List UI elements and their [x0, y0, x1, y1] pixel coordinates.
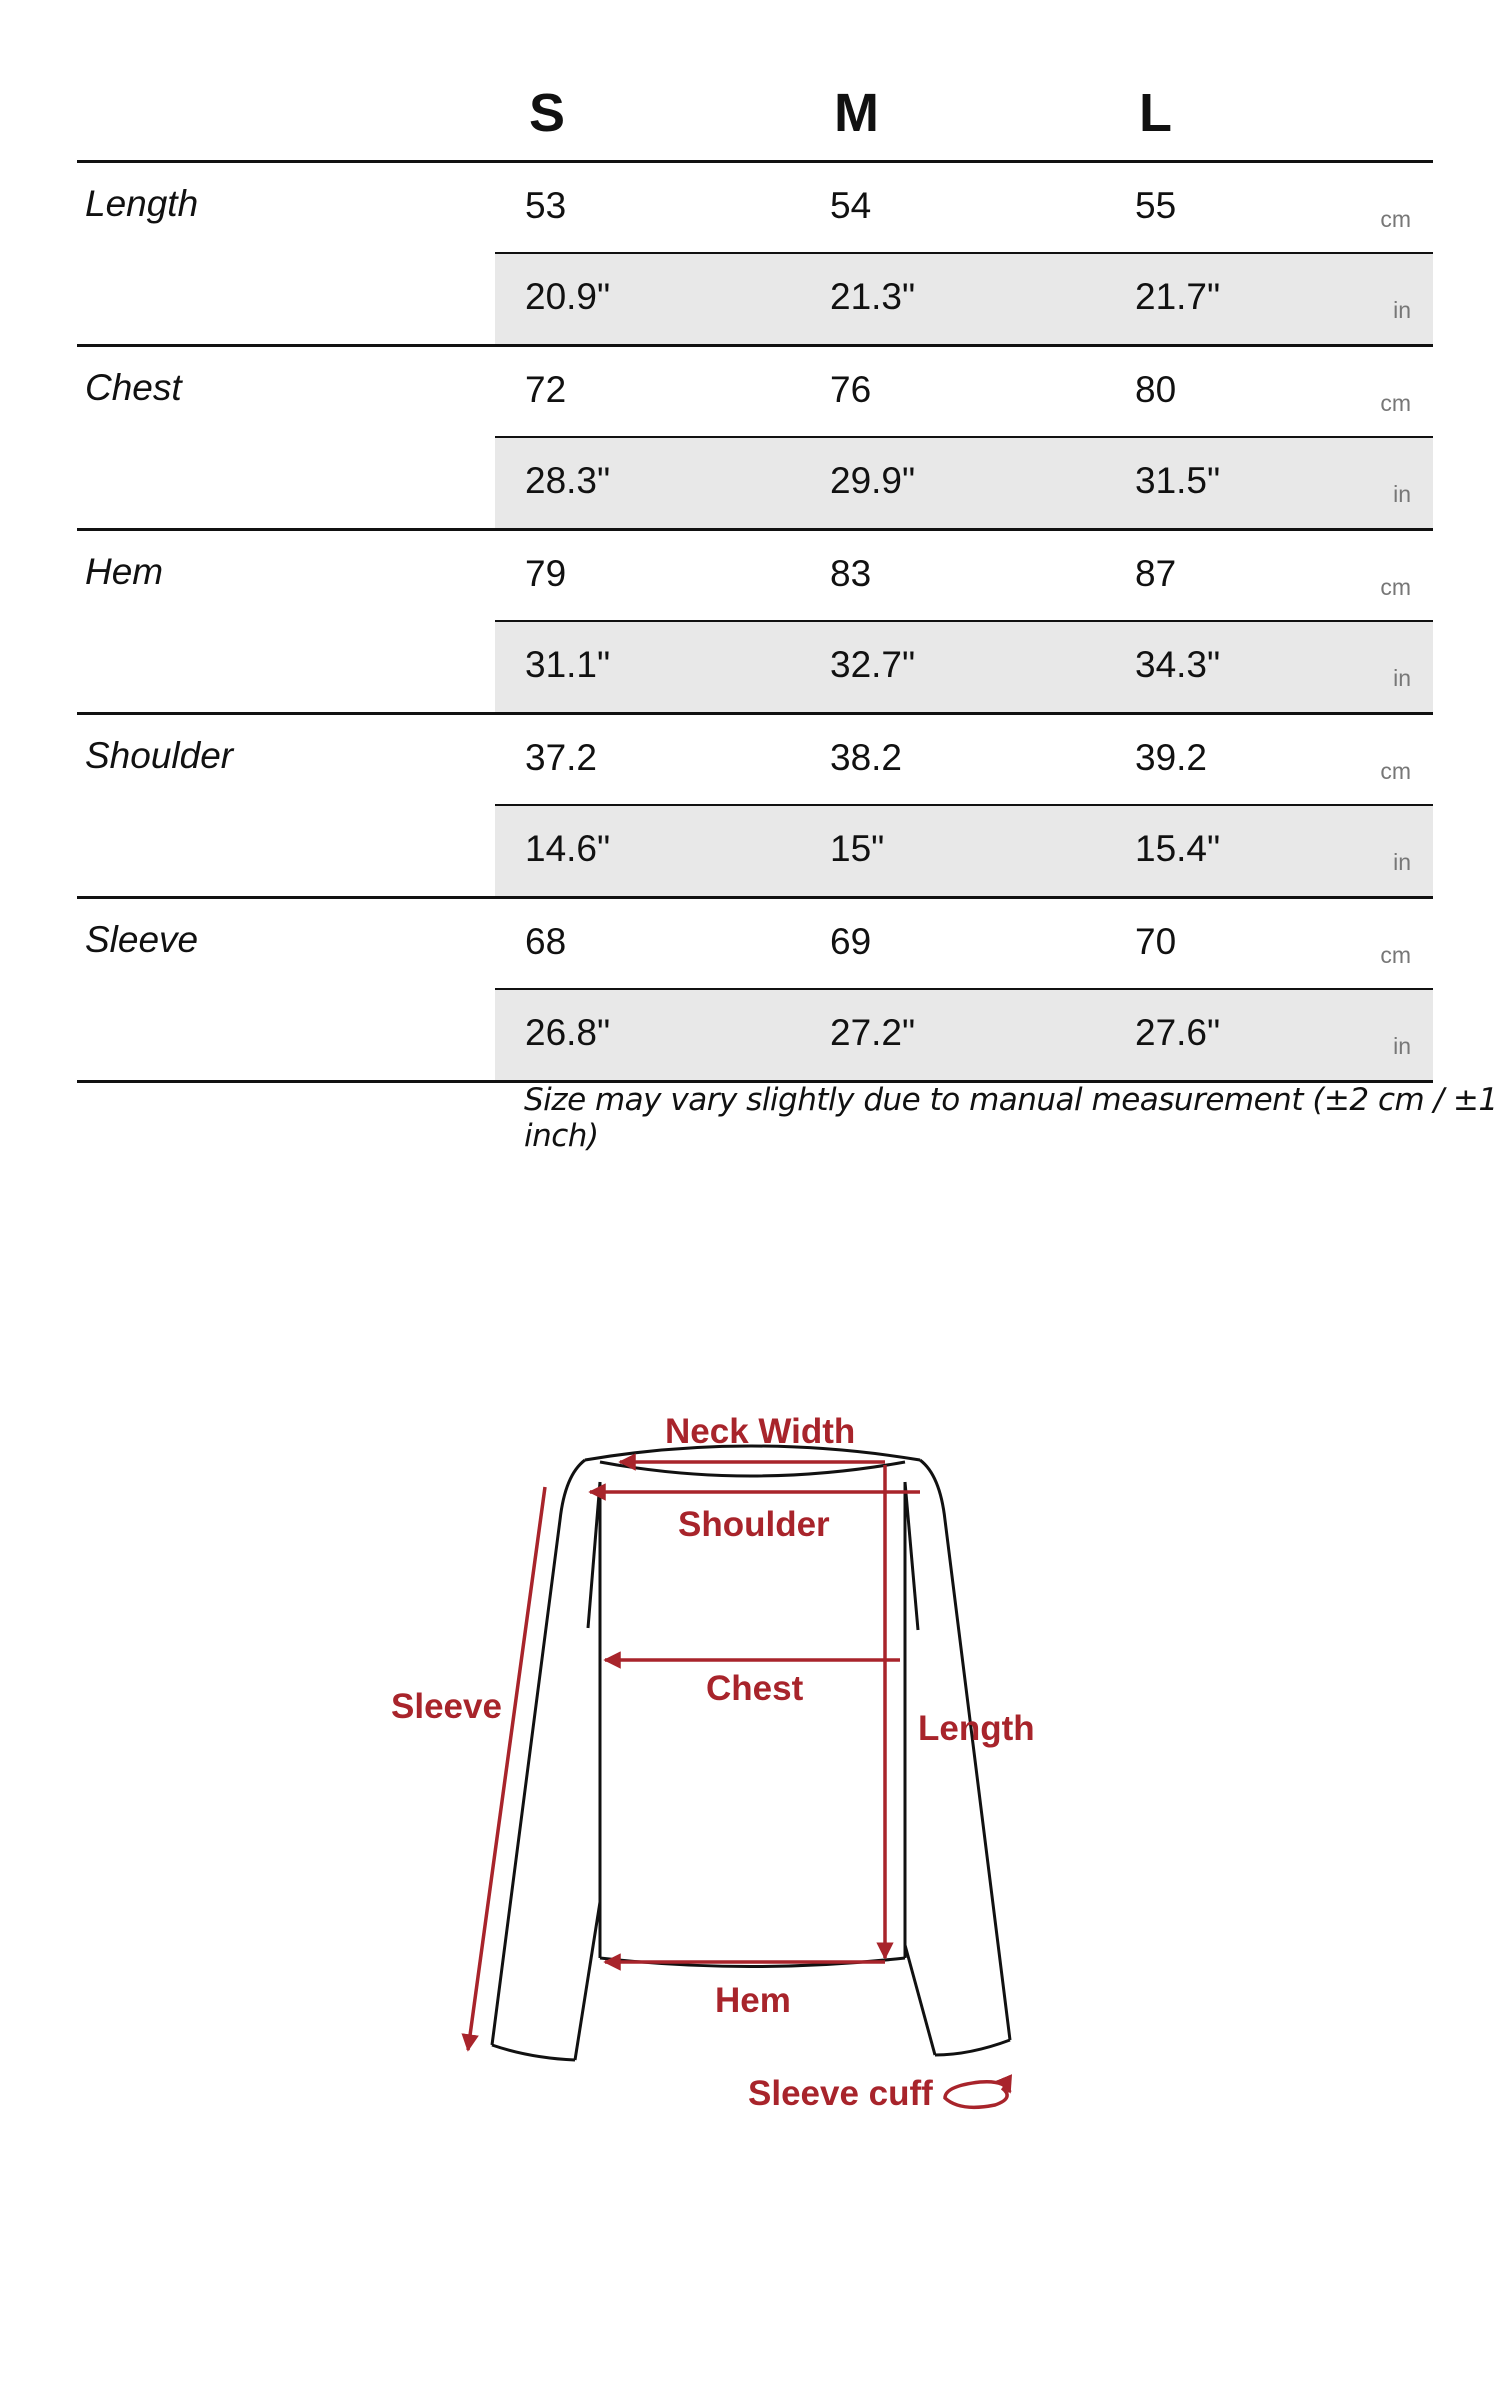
- value-cell: 34.3": [1135, 644, 1221, 685]
- unit-label-cm: cm: [1380, 574, 1411, 600]
- length-label: Length: [918, 1709, 1035, 1748]
- value-cell: 31.1": [525, 644, 611, 685]
- value-cell: 29.9": [830, 460, 916, 501]
- size-header-row: [77, 60, 1433, 163]
- value-cell: 69: [830, 921, 872, 962]
- in-row: [495, 806, 1433, 896]
- value-cell: 26.8": [525, 1012, 611, 1053]
- value-cell: 83: [830, 553, 872, 594]
- value-cell: 32.7": [830, 644, 916, 685]
- unit-label-cm: cm: [1380, 390, 1411, 416]
- unit-label-in: in: [1393, 849, 1411, 875]
- measure-label: Shoulder: [85, 735, 234, 776]
- sleeve-cuff-arrow: [945, 2082, 1010, 2108]
- value-cell: 27.6": [1135, 1012, 1221, 1053]
- neck-width-label: Neck Width: [665, 1412, 856, 1451]
- in-row: [495, 438, 1433, 528]
- measure-group-chest: [77, 347, 1433, 531]
- sleeve-label: Sleeve: [391, 1687, 502, 1726]
- right-sleeve-outer: [920, 1460, 1010, 2040]
- hem-label: Hem: [715, 1981, 791, 2020]
- value-cell: 21.3": [830, 276, 916, 317]
- unit-label-in: in: [1393, 665, 1411, 691]
- value-cell: 87: [1135, 553, 1177, 594]
- value-cell: 54: [830, 185, 872, 226]
- left-sleeve-cuff: [492, 2045, 575, 2060]
- chest-label: Chest: [706, 1669, 804, 1708]
- unit-label-cm: cm: [1380, 206, 1411, 232]
- value-cell: 20.9": [525, 276, 611, 317]
- value-cell: 31.5": [1135, 460, 1221, 501]
- right-armhole: [905, 1482, 918, 1630]
- in-row: [495, 990, 1433, 1080]
- unit-label-in: in: [1393, 297, 1411, 323]
- unit-label-in: in: [1393, 481, 1411, 507]
- value-cell: 37.2: [525, 737, 598, 778]
- measure-group-length: [77, 163, 1433, 347]
- value-cell: 55: [1135, 185, 1177, 226]
- right-sleeve-inner: [905, 1945, 935, 2055]
- value-cell: 27.2": [830, 1012, 916, 1053]
- value-cell: 80: [1135, 369, 1177, 410]
- value-cell: 39.2: [1135, 737, 1208, 778]
- measure-label: Sleeve: [85, 919, 199, 960]
- value-cell: 21.7": [1135, 276, 1221, 317]
- size-header-s: S: [529, 83, 566, 143]
- size-chart-table: [77, 60, 1433, 1083]
- value-cell: 72: [525, 369, 567, 410]
- value-cell: 76: [830, 369, 872, 410]
- measure-label: Length: [85, 183, 199, 224]
- in-row: [495, 622, 1433, 712]
- left-armhole: [588, 1482, 600, 1628]
- left-sleeve-inner: [575, 1902, 600, 2060]
- in-row: [495, 254, 1433, 344]
- cm-row: [495, 347, 1433, 437]
- sleeve-arrow: [468, 1487, 545, 2050]
- cm-row: [495, 531, 1433, 621]
- value-cell: 53: [525, 185, 567, 226]
- value-cell: 79: [525, 553, 567, 594]
- measure-group-sleeve: [77, 899, 1433, 1083]
- unit-label-cm: cm: [1380, 758, 1411, 784]
- cm-row: [495, 715, 1433, 805]
- right-sleeve-cuff: [935, 2040, 1010, 2055]
- size-header-m: M: [834, 83, 879, 143]
- measure-group-hem: [77, 531, 1433, 715]
- cm-row: [495, 899, 1433, 989]
- unit-label-in: in: [1393, 1033, 1411, 1059]
- size-header-l: L: [1139, 83, 1172, 143]
- neckline-inner: [600, 1462, 905, 1476]
- measure-label: Hem: [85, 551, 164, 592]
- sleeve-cuff-label: Sleeve cuff: [748, 2074, 933, 2113]
- left-sleeve-outer: [492, 1460, 585, 2045]
- value-cell: 70: [1135, 921, 1177, 962]
- shoulder-label: Shoulder: [678, 1505, 830, 1544]
- measure-label: Chest: [85, 367, 182, 408]
- measure-group-shoulder: [77, 715, 1433, 899]
- value-cell: 15.4": [1135, 828, 1221, 869]
- measurement-note: Size may vary slightly due to manual measurement (±2 cm / ±1 inch): [524, 1082, 1498, 1154]
- value-cell: 68: [525, 921, 567, 962]
- garment-measurement-diagram: [0, 1380, 1500, 2140]
- value-cell: 14.6": [525, 828, 611, 869]
- value-cell: 38.2: [830, 737, 903, 778]
- value-cell: 28.3": [525, 460, 611, 501]
- unit-label-cm: cm: [1380, 942, 1411, 968]
- value-cell: 15": [830, 828, 885, 869]
- cm-row: [495, 163, 1433, 253]
